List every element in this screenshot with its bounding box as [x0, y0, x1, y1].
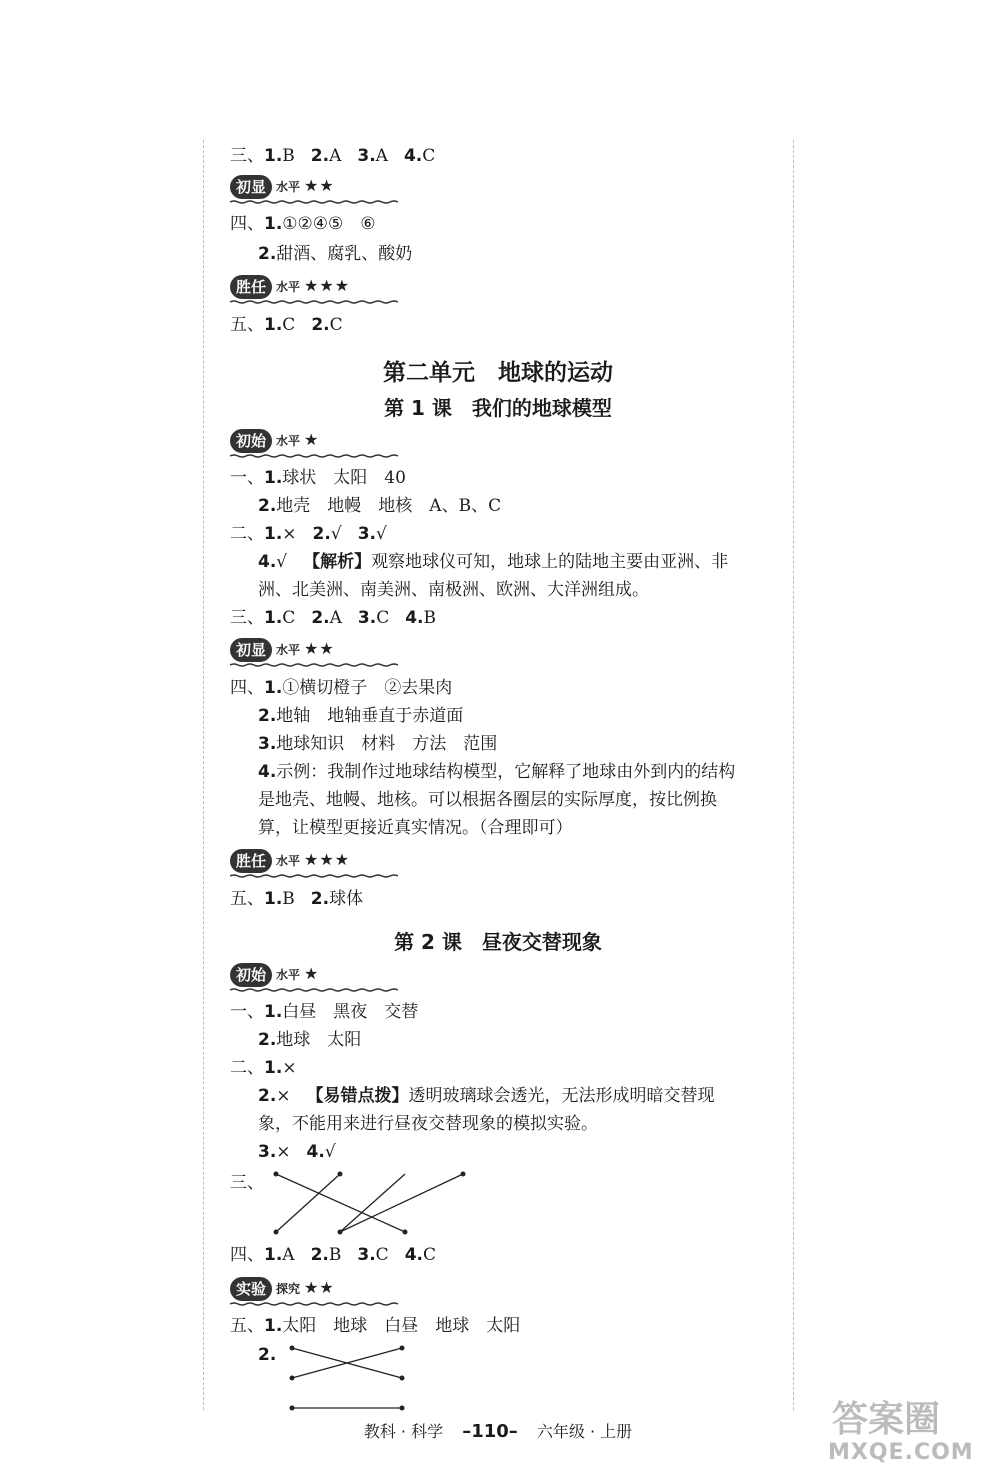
wave-decoration-icon	[230, 988, 398, 992]
answer-line-san: 三、1.C 2.A 3.C 4.B	[230, 608, 436, 628]
answer-line-si-2: 2.甜酒、腐乳、酸奶	[258, 244, 413, 264]
answer-line-er-3: 3.× 4.√	[258, 1142, 336, 1162]
answer-line-wu: 五、1.B 2.球体	[230, 889, 364, 909]
wave-decoration-icon	[230, 663, 398, 667]
matching-lines-diagram	[270, 1166, 470, 1240]
answer-line-si-1: 四、1.①横切橙子 ②去果肉	[230, 678, 453, 698]
left-margin-rule	[203, 140, 204, 1410]
answer-line-er-4-cont: 洲、北美洲、南美洲、南极洲、欧洲、大洋洲组成。	[258, 580, 649, 600]
right-margin-rule	[793, 140, 794, 1410]
answer-line-er-4: 4.√ 【解析】观察地球仪可知，地球上的陆地主要由亚洲、非	[258, 552, 729, 572]
answer-line-si-1: 四、1.①②④⑤ ⑥	[230, 214, 376, 234]
match-line	[340, 1174, 463, 1232]
answer-line-si-4-cont: 算，让模型更接近真实情况。（合理即可）	[258, 818, 573, 838]
answer-line-si: 四、1.A 2.B 3.C 4.C	[230, 1245, 436, 1265]
level-badge-chuxian: 初显 水平 ★★	[230, 637, 400, 667]
answer-line-yi-2: 2.地球 太阳	[258, 1030, 362, 1050]
star-rating-icon: ★	[304, 964, 320, 983]
page-footer	[203, 1420, 793, 1444]
star-rating-icon: ★★	[304, 639, 335, 658]
wave-decoration-icon	[230, 300, 398, 304]
match-line	[276, 1174, 340, 1232]
answer-line-san: 三、1.B 2.A 3.A 4.C	[230, 146, 436, 166]
level-badge-chushi: 初始 水平 ★	[230, 962, 400, 992]
star-rating-icon: ★	[304, 430, 320, 449]
match-line	[276, 1174, 405, 1232]
wave-decoration-icon	[230, 454, 398, 458]
star-rating-icon: ★★	[304, 1278, 335, 1297]
wave-decoration-icon	[230, 1302, 398, 1306]
answer-line-wu: 五、1.C 2.C	[230, 315, 343, 335]
level-badge-chushi: 初始 水平 ★	[230, 428, 400, 458]
star-rating-icon: ★★★	[304, 276, 351, 295]
star-rating-icon: ★★★	[304, 850, 351, 869]
answer-line-si-2: 2.地轴 地轴垂直于赤道面	[258, 706, 464, 726]
level-badge-chuxian: 初显 水平 ★★	[230, 174, 400, 204]
answer-line-er-1: 二、1.× 2.√ 3.√	[230, 524, 387, 544]
wave-decoration-icon	[230, 200, 398, 204]
answer-line-yi-1: 一、1.球状 太阳 40	[230, 468, 406, 488]
lesson-2-title: 第 2 课 昼夜交替现象	[394, 930, 602, 954]
answer-line-er-2: 2.× 【易错点拨】透明玻璃球会透光，无法形成明暗交替现	[258, 1086, 715, 1106]
answer-line-si-3: 3.地球知识 材料 方法 范围	[258, 734, 498, 754]
unit-title: 第二单元 地球的运动	[383, 360, 613, 386]
answer-line-si-4-cont: 是地壳、地幔、地核。可以根据各圈层的实际厚度，按比例换	[258, 790, 717, 810]
answer-line-wu-1: 五、1.太阳 地球 白昼 地球 太阳	[230, 1316, 521, 1336]
lesson-1-title: 第 1 课 我们的地球模型	[384, 396, 612, 420]
page-number: –110–	[462, 1421, 518, 1442]
answer-line-san-label: 三、	[230, 1173, 264, 1193]
answer-line-yi-2: 2.地壳 地幔 地核 A、B、C	[258, 496, 502, 516]
level-badge-shiyan: 实验 探究 ★★	[230, 1276, 400, 1306]
answer-line-wu-2: 2.	[258, 1345, 277, 1365]
footer-grade: 六年级 · 上册	[536, 1422, 633, 1441]
level-badge-shengren: 胜任 水平 ★★★	[230, 274, 400, 304]
answer-line-yi-1: 一、1.白昼 黑夜 交替	[230, 1002, 419, 1022]
answer-line-er-1: 二、1.×	[230, 1058, 297, 1078]
footer-subject: 教科 · 科学	[363, 1422, 444, 1441]
wave-decoration-icon	[230, 874, 398, 878]
watermark-logo: 答案圈 MXQE.COM	[828, 1399, 974, 1465]
match-line	[340, 1174, 405, 1232]
answer-line-si-4: 4.示例：我制作过地球结构模型，它解释了地球由外到内的结构	[258, 762, 736, 782]
matching-lines-diagram-2	[287, 1344, 409, 1414]
answer-line-er-2-cont: 象，不能用来进行昼夜交替现象的模拟实验。	[258, 1114, 598, 1134]
star-rating-icon: ★★	[304, 176, 335, 195]
level-badge-shengren: 胜任 水平 ★★★	[230, 848, 400, 878]
